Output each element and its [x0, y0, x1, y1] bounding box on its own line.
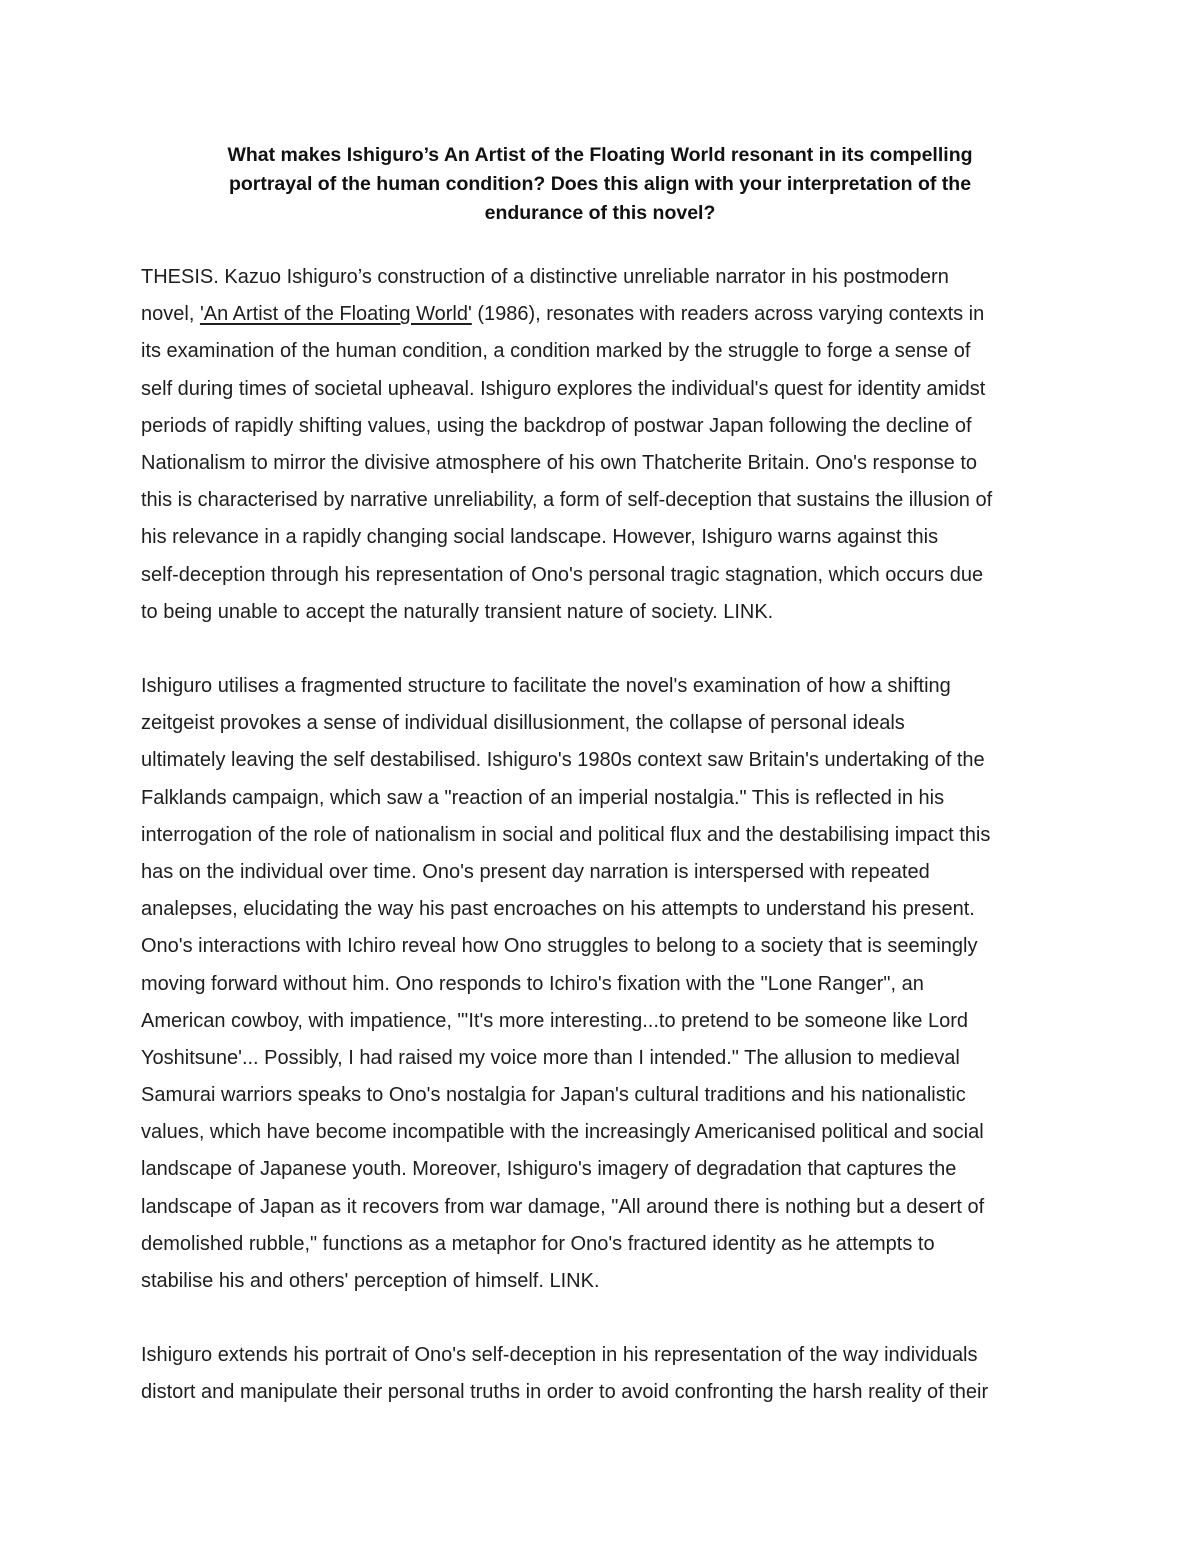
paragraph-line: stabilise his and others' perception of himself. LINK.: [141, 1270, 600, 1292]
paragraph-line: ultimately leaving the self destabilised. Ishiguro's 1980s context saw Britain's undertaking of the: [141, 749, 985, 772]
novel-title-citation: 'An Artist of the Floating World': [199, 303, 472, 326]
paragraph-line: periods of rapidly shifting values, using the backdrop of postwar Japan following the decline of: [141, 414, 972, 437]
paragraph-line: this is characterised by narrative unreliability, a form of self-deception that sustains the illusion of: [141, 489, 993, 512]
line-text: novel,: [141, 303, 200, 326]
paragraph-line: analepses, elucidating the way his past encroaches on his attempts to understand his present.: [141, 898, 975, 921]
paragraph-line: American cowboy, with impatience, "'It's more interesting...to pretend to be someone like Lord: [141, 1009, 968, 1032]
paragraph-line: Ishiguro extends his portrait of Ono's self-deception in his representation of the way individuals: [141, 1344, 978, 1366]
paragraph-line: Nationalism to mirror the divisive atmosphere of his own Thatcherite Britain. Ono's response to: [141, 451, 978, 474]
paragraph-line: distort and manipulate their personal truths in order to avoid confronting the harsh reality of their: [141, 1381, 989, 1404]
paragraph-line: zeitgeist provokes a sense of individual disillusionment, the collapse of personal ideals: [141, 712, 905, 735]
body-paragraph-2: [141, 668, 1081, 1300]
paragraph-line: Yoshitsune'... Possibly, I had raised my voice more than I intended." The allusion to medieval: [141, 1046, 960, 1069]
paragraph-line: demolished rubble," functions as a metaphor for Ono's fractured identity as he attempts to: [141, 1232, 935, 1255]
paragraph-line: interrogation of the role of nationalism in social and political flux and the destabilising impact this: [141, 823, 991, 846]
paragraph-line: moving forward without him. Ono responds to Ichiro's fixation with the "Lone Ranger", an: [141, 972, 924, 995]
paragraph-line: has on the individual over time. Ono's present day narration is interspersed with repeated: [141, 860, 930, 883]
heading-line: What makes Ishiguro’s An Artist of the Floating World resonant in its compelling: [227, 144, 973, 166]
body-paragraph-3: [141, 1337, 1081, 1411]
paragraph-line: to being unable to accept the naturally transient nature of society. LINK.: [141, 600, 774, 623]
line-text: (1986), resonates with readers across varying contexts in: [471, 303, 985, 326]
paragraph-line: Ono's interactions with Ichiro reveal how Ono struggles to belong to a society that is seemingly: [141, 935, 978, 958]
paragraph-line: his relevance in a rapidly changing social landscape. However, Ishiguro warns against this: [141, 526, 939, 549]
paragraph-line: Falklands campaign, which saw a "reaction of an imperial nostalgia." This is reflected in his: [141, 786, 945, 809]
essay-question-heading: [150, 141, 1050, 228]
paragraph-line: landscape of Japan as it recovers from war damage, "All around there is nothing but a desert of: [141, 1195, 985, 1218]
paragraph-line: landscape of Japanese youth. Moreover, Ishiguro's imagery of degradation that captures the: [141, 1158, 957, 1181]
paragraph-line: THESIS. Kazuo Ishiguro’s construction of a distinctive unreliable narrator in his postmodern: [141, 266, 949, 288]
paragraph-line: self during times of societal upheaval. Ishiguro explores the individual's quest for identity amidst: [141, 377, 986, 400]
thesis-paragraph: [141, 259, 1081, 631]
paragraph-line: self-deception through his representation of Ono's personal tragic stagnation, which occurs due: [141, 563, 984, 586]
paragraph-line: Ishiguro utilises a fragmented structure to facilitate the novel's examination of how a shifting: [141, 675, 951, 697]
paragraph-line: values, which have become incompatible with the increasingly Americanised political and social: [141, 1121, 984, 1144]
heading-line: portrayal of the human condition? Does this align with your interpretation of the: [228, 173, 972, 195]
heading-line: endurance of this novel?: [484, 202, 716, 224]
paragraph-line: Samurai warriors speaks to Ono's nostalgia for Japan's cultural traditions and his nationalistic: [141, 1084, 966, 1107]
paragraph-line: [141, 296, 1081, 333]
paragraph-line: its examination of the human condition, a condition marked by the struggle to forge a sense of: [141, 340, 971, 363]
